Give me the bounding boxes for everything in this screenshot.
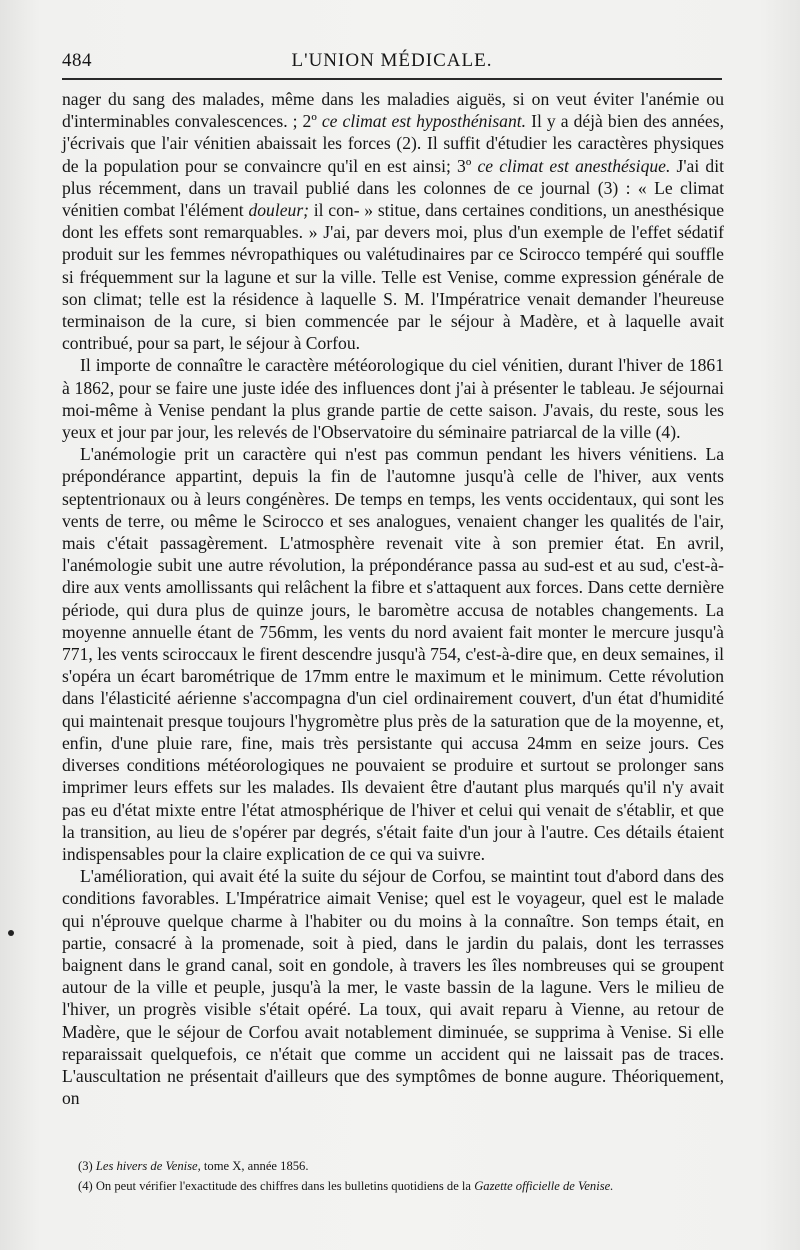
page-number: 484 bbox=[62, 50, 92, 71]
text-run: (4) On peut vérifier l'exactitude des chiffres dans les bulletins quotidiens de la bbox=[78, 1179, 475, 1193]
italic-text: douleur; bbox=[248, 200, 310, 221]
text-run: (3) bbox=[78, 1159, 96, 1173]
text-run: il con- » stitue, dans certaines conditions, un anesthésique dont les effets sont remarquables. » J'ai, par devers moi, plus d'un exemple de l'effet sédatif produit sur les femmes névropathiques ou valétudinaires par ce Scirocco tempéré qui souffle si fréquemment sur la lagune et sur la ville. Telle est Venise, comme expression générale de son climat; telle est la résidence à laquelle S. M. l'Impératrice venait demander l'heureuse terminaison de la cure, si bien commencée par le séjour à Madère, et à laquelle avait contribué, pour sa part, le séjour à Corfou. bbox=[62, 200, 725, 354]
text-run: tome X, année 1856. bbox=[200, 1159, 309, 1173]
body-paragraph bbox=[62, 88, 724, 354]
running-header bbox=[62, 46, 722, 76]
body-paragraph bbox=[62, 443, 724, 865]
margin-dot bbox=[8, 930, 14, 936]
text-run: L'anémologie prit un caractère qui n'est pas commun pendant les hivers vénitiens. La prépondérance appartint, depuis la fin de l'automne jusqu'à celle de l'hiver, aux vents septentrionaux ou à leurs congénères. De temps en temps, les vents occidentaux, qui sont les vents de terre, ou même le Scirocco et ses analogues, venaient changer les qualités de l'air, mais c'était passagèrement. L'atmosphère revenait vite à son premier état. En avril, l'anémologie subit une autre révolution, la prépondérance passa au sud-est et au sud, c'est-à-dire aux vents amollissants qui relâchent la fibre et s'attaquent aux forces. Dans cette dernière période, qui dura plus de quinze jours, le baromètre accusa de notables changements. La moyenne annuelle étant de 756mm, les vents du nord avaient fait monter le mercure jusqu'à 771, les vents sciroccaux le firent descendre jusqu'à 754, c'est-à-dire que, en deux semaines, il s'opéra un écart barométrique de 17mm entre le maximum et le minimum. Cette révolution dans l'élasticité aérienne s'accompagna d'un ciel ordinairement couvert, d'un état d'humidité qui maintenait presque toujours l'hygromètre plus près de la saturation que de la moyenne, et, enfin, d'une pluie rare, fine, mais très persistante qui accusa 24mm en seize jours. Ces diverses conditions météorologiques ne pouvaient se produire et surtout se prolonger sans imprimer leurs effets sur les malades. Ils devaient être d'autant plus marqués qu'il n'y avait pas eu d'état mixte entre l'état atmosphérique de l'hiver et celui qui venait de s'établir, et que la transition, au lieu de s'opérer par degrés, s'était faite d'un jour à l'autre. Ces détails étaient indispensables pour la claire explication de ce qui va suivre. bbox=[62, 444, 724, 864]
text-run: Il y a déjà bien des années, j'écrivais que l'air vénitien abaissait les forces (2). Il suffit d'étudier les caractères physiques de la population pour se convaincre qu'il en est ainsi; 3º bbox=[62, 111, 724, 176]
footnote-paragraph bbox=[62, 1158, 724, 1175]
footnotes bbox=[62, 1158, 724, 1198]
footnote-paragraph bbox=[62, 1178, 724, 1195]
text-run: L'amélioration, qui avait été la suite du séjour de Corfou, se maintint tout d'abord dans des conditions favorables. L'Impératrice aimait Venise; quel est le voyageur, quel est le malade qui n'éprouve quelque charme à l'habiter ou du moins à la connaître. Son temps était, en partie, consacré à la promenade, soit à pied, dans le jardin du palais, dont les terrasses baignent dans le grand canal, soit en gondole, à travers les îles nombreuses qui se groupent autour de la ville et peuple, jusqu'à la mer, le vaste bassin de la lagune. Vers le milieu de l'hiver, un progrès visible s'était opéré. La toux, qui avait reparu à Vienne, au retour de Madère, que le séjour de Corfou avait notablement diminuée, se supprima à Venise. Si elle reparaissait quelquefois, ce n'était que comme un accident qui ne laissait pas de traces. L'auscultation ne présentait d'ailleurs que des symptômes de bonne augure. Théoriquement, on bbox=[62, 866, 724, 1109]
italic-text: Gazette officielle de Venise. bbox=[474, 1179, 614, 1193]
body-paragraph bbox=[62, 865, 724, 1109]
body-paragraph bbox=[62, 354, 724, 443]
header-rule bbox=[62, 78, 722, 80]
italic-text: Les hivers de Venise, bbox=[95, 1159, 201, 1173]
text-run: nager du sang des malades, même dans les maladies aiguës, si on veut éviter l'anémie ou d'interminables convalescences. ; 2º bbox=[62, 89, 724, 132]
italic-text: ce climat est hyposthénisant. bbox=[321, 111, 527, 132]
running-title: L'UNION MÉDICALE. bbox=[291, 50, 493, 71]
body-text bbox=[62, 88, 724, 1109]
text-run: J'ai dit plus récemment, dans un travail publié dans les colonnes de ce journal (3) : « Le climat vénitien combat l'élément bbox=[62, 155, 724, 221]
italic-text: ce climat est anesthésique. bbox=[477, 155, 671, 176]
text-run: Il importe de connaître le caractère météorologique du ciel vénitien, durant l'hiver de 1861 à 1862, pour se faire une juste idée des influences dont j'ai à présenter le tableau. Je séjournai moi-même à Venise pendant la plus grande partie de cette saison. J'avais, du reste, sous les yeux et jour par jour, les relevés de l'Observatoire du séminaire patriarcal de la ville (4). bbox=[62, 355, 724, 443]
